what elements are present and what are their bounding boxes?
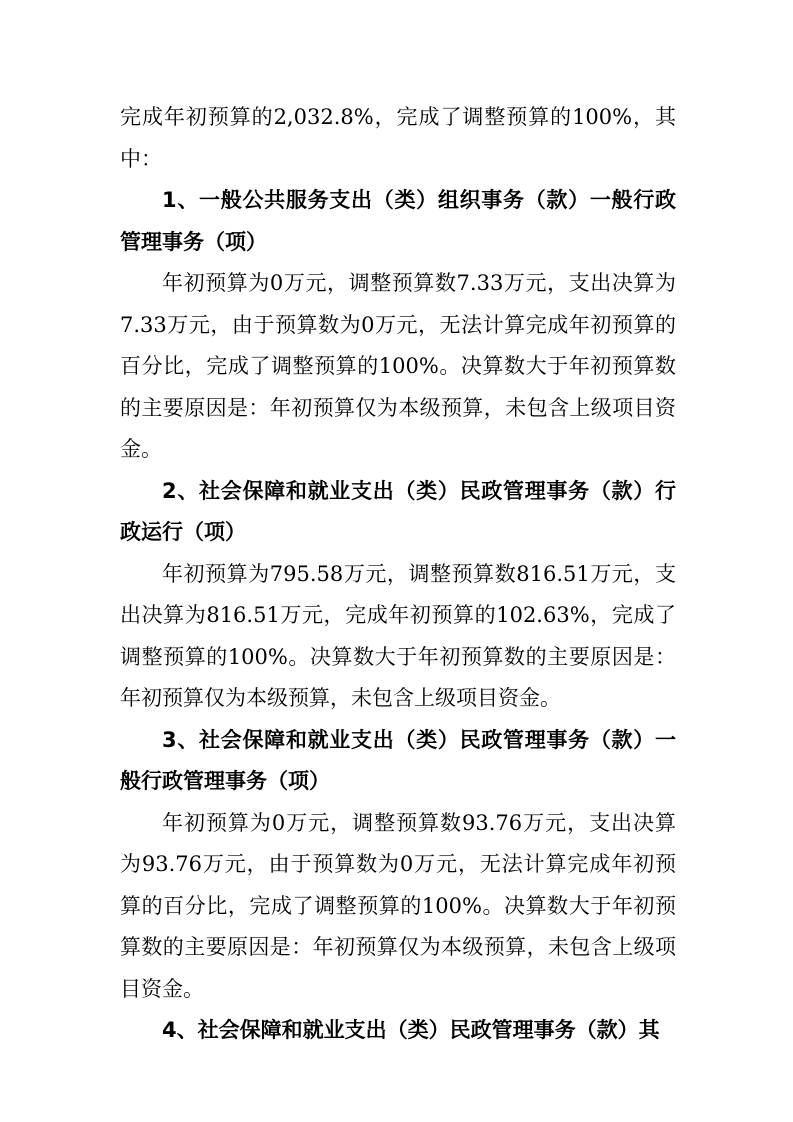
section-1-heading: 1、一般公共服务支出（类）组织事务（款）一般行政管理事务（项） bbox=[120, 188, 676, 254]
document-page bbox=[120, 97, 676, 1052]
section-3-heading: 3、社会保障和就业支出（类）民政管理事务（款）一般行政管理事务（项） bbox=[120, 727, 676, 793]
intro-paragraph: 完成年初预算的2,032.8%，完成了调整预算的100%，其中： bbox=[120, 105, 676, 171]
section-2-body: 年初预算为795.58万元，调整预算数816.51万元，支出决算为816.51万元，完成年初预算的102.63%，完成了调整预算的100%。决算数大于年初预算数的主要原因是：年初预算仅为本级预算，未包含上级项目资金。 bbox=[120, 561, 676, 710]
section-1-body: 年初预算为0万元，调整预算数7.33万元，支出决算为7.33万元，由于预算数为0万元，无法计算完成年初预算的百分比，完成了调整预算的100%。决算数大于年初预算数的主要原因是：年初预算仅为本级预算，未包含上级项目资金。 bbox=[120, 271, 676, 461]
section-4-heading: 4、社会保障和就业支出（类）民政管理事务（款）其 bbox=[162, 1018, 660, 1042]
section-3-body: 年初预算为0万元，调整预算数93.76万元，支出决算为93.76万元，由于预算数为0万元，无法计算完成年初预算的百分比，完成了调整预算的100%。决算数大于年初预算数的主要原因是：年初预算仅为本级预算，未包含上级项目资金。 bbox=[120, 810, 676, 1001]
section-2-heading: 2、社会保障和就业支出（类）民政管理事务（款）行政运行（项） bbox=[120, 478, 676, 544]
